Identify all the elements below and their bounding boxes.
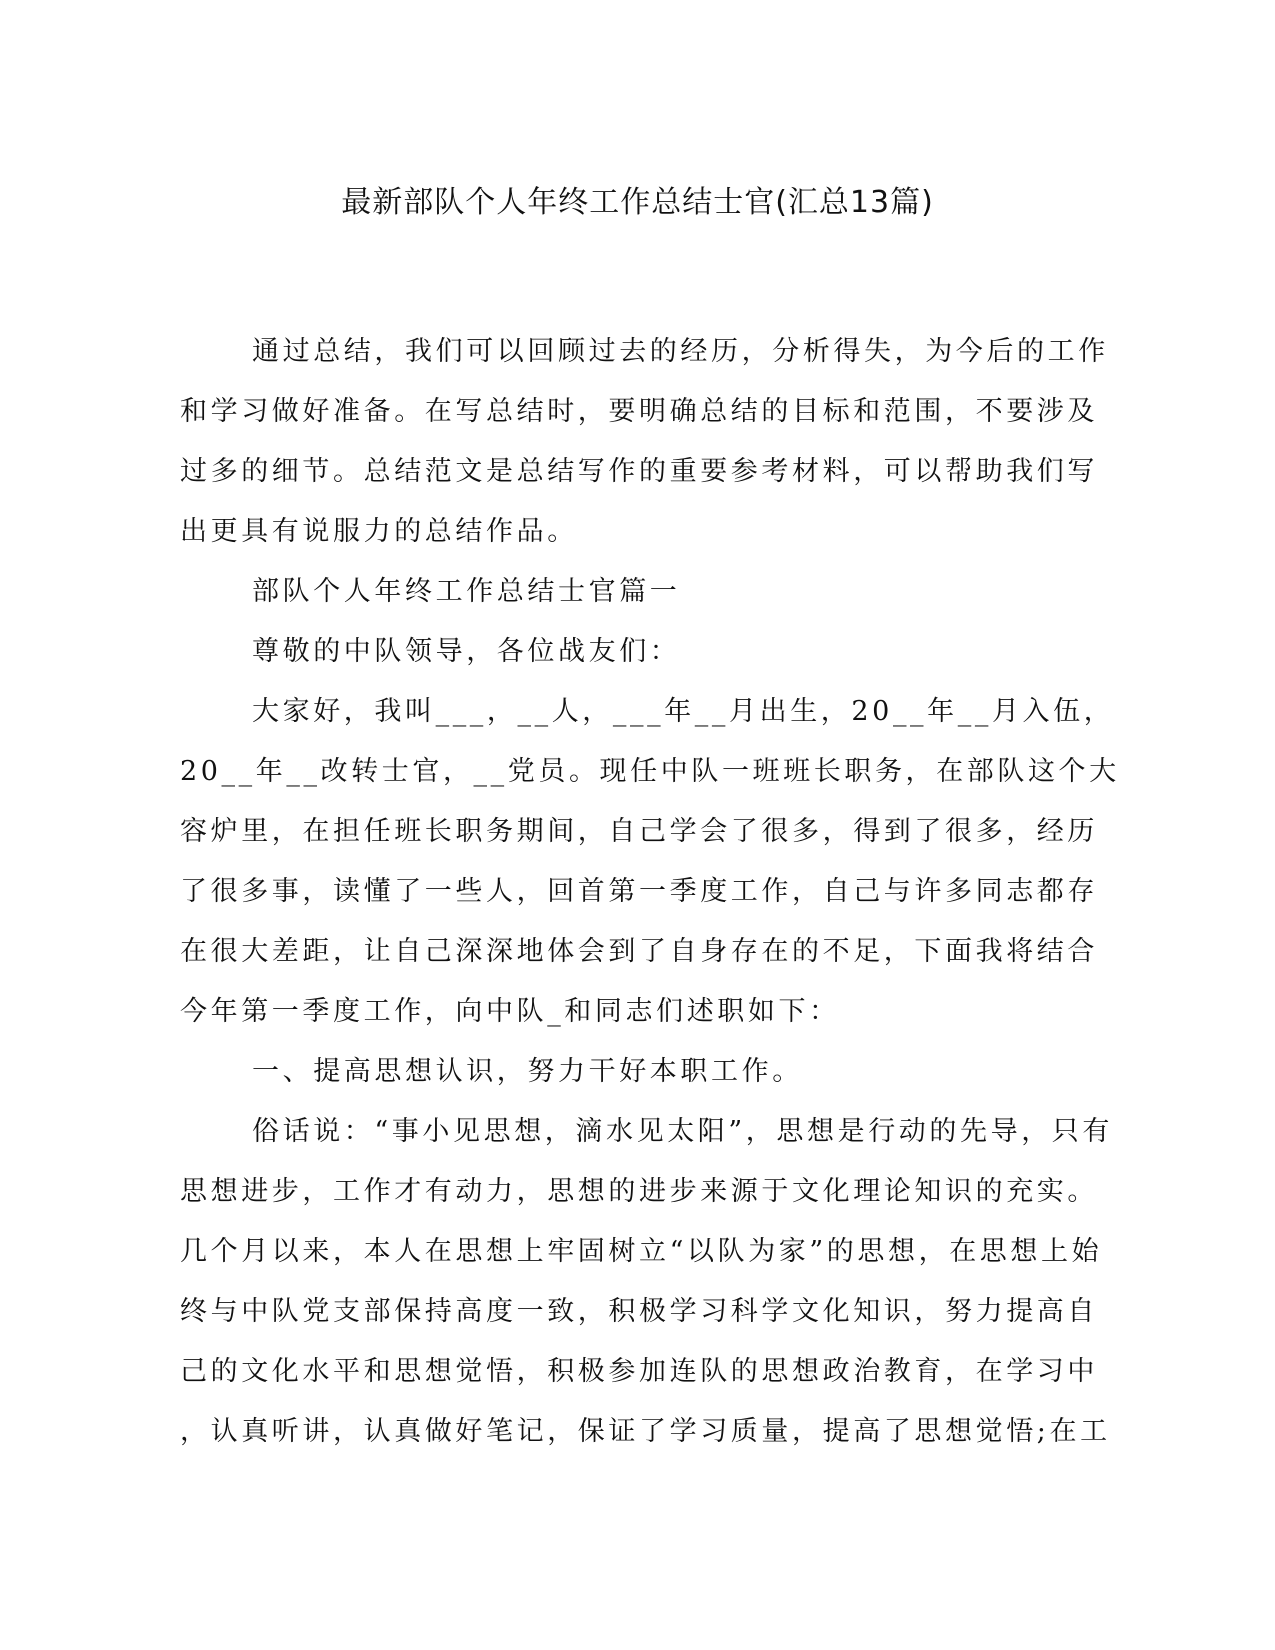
salutation: 尊敬的中队领导，各位战友们： xyxy=(252,636,681,667)
paragraph-line: 通过总结，我们可以回顾过去的经历，分析得失，为今后的工作 xyxy=(252,336,1109,367)
paragraph-line: 和学习做好准备。在写总结时，要明确总结的目标和范围，不要涉及 xyxy=(180,396,1098,427)
document-body xyxy=(180,322,1266,1462)
paragraph-line: 出更具有说服力的总结作品。 xyxy=(180,516,578,547)
paragraph-line: ，认真听讲，认真做好笔记，保证了学习质量，提高了思想觉悟;在工 xyxy=(180,1416,1111,1447)
paragraph-line: 20__年__改转士官，__党员。现任中队一班班长职务，在部队这个大 xyxy=(180,756,1120,787)
paragraph-line: 今年第一季度工作，向中队_和同志们述职如下： xyxy=(180,996,840,1027)
paragraph-line: 了很多事，读懂了一些人，回首第一季度工作，自己与许多同志都存 xyxy=(180,876,1098,907)
paragraph-line: 终与中队党支部保持高度一致，积极学习科学文化知识，努力提高自 xyxy=(180,1296,1098,1327)
paragraph-line: 俗话说：“事小见思想，滴水见太阳”，思想是行动的先导，只有 xyxy=(252,1116,1114,1147)
document-title: 最新部队个人年终工作总结士官(汇总13篇) xyxy=(341,185,934,220)
subsection-heading: 一、提高思想认识，努力干好本职工作。 xyxy=(252,1056,803,1087)
paragraph-line: 思想进步，工作才有动力，思想的进步来源于文化理论知识的充实。 xyxy=(180,1176,1098,1207)
paragraph-line: 过多的细节。总结范文是总结写作的重要参考材料，可以帮助我们写 xyxy=(180,456,1098,487)
paragraph-line: 几个月以来，本人在思想上牢固树立“以队为家”的思想，在思想上始 xyxy=(180,1236,1103,1267)
section-heading: 部队个人年终工作总结士官篇一 xyxy=(252,576,681,607)
paragraph-line: 大家好，我叫___，__人，___年__月出生，20__年__月入伍， xyxy=(252,696,1115,727)
paragraph-line: 在很大差距，让自己深深地体会到了自身存在的不足，下面我将结合 xyxy=(180,936,1098,967)
paragraph-line: 己的文化水平和思想觉悟，积极参加连队的思想政治教育，在学习中 xyxy=(180,1356,1098,1387)
paragraph-line: 容炉里，在担任班长职务期间，自己学会了很多，得到了很多，经历 xyxy=(180,816,1098,847)
